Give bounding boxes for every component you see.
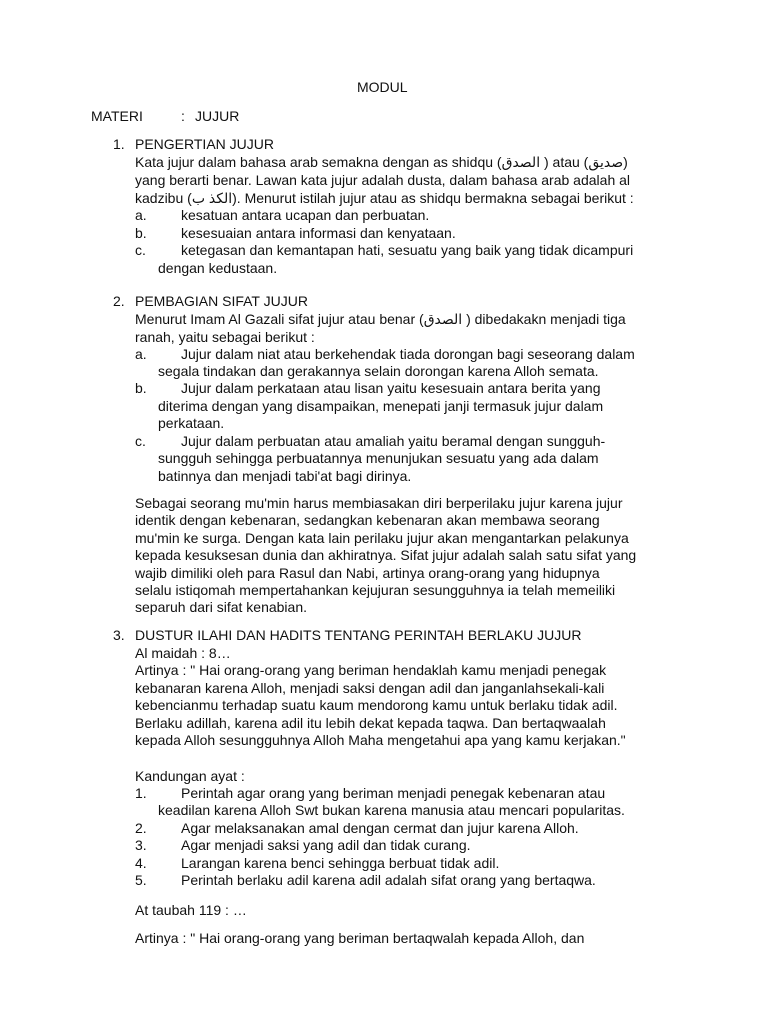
section-2-paragraph-line: kepada kesuksesan dunia dan akhiratnya. Sifat jujur adalah salah satu sifat yang [135,547,637,563]
section-1-text-line: yang berarti benar. Lawan kata jujur adalah dusta, dalam bahasa arab adalah al [135,172,631,188]
kandungan-item-5: Perintah berlaku adil karena adil adalah sifat orang yang bertaqwa. [181,872,596,888]
section-2-text-line: ranah, yaitu sebagai berikut : [135,329,315,345]
kandungan-item-1: Perintah agar orang yang beriman menjadi penegak kebenaran atau [181,785,606,801]
materi-value: JUJUR [195,108,240,124]
section-2-item-b-cont: perkataan. [158,415,225,431]
section-3-translation-line: kebencianmu terhadap suatu kaum mendorong kamu untuk berlaku tidak adil. [135,697,618,713]
section-2-item-b-cont: diterima dengan yang disampaikan, menepati janji termasuk jujur dalam [158,398,604,414]
section-1-item-c: ketegasan dan kemantapan hati, sesuatu yang baik yang tidak dicampuri [181,242,634,258]
section-2-paragraph-line: identik dengan kebenaran, sedangkan kebenaran akan membawa seorang [135,512,600,528]
section-2-paragraph-line: Sebagai seorang mu'min harus membiasakan diri berperilaku jujur karena jujur [135,495,623,511]
section-1-item-b-marker: b. [135,225,147,241]
section-2-item-a-cont: segala tindakan dan gerakannya selain dorongan karena Alloh semata. [158,363,599,379]
section-2-text-line: Menurut Imam Al Gazali sifat jujur atau benar (الصدق ) dibedakakn menjadi tiga [135,311,626,327]
section-2-item-c-cont: sungguh sehingga perbuatannya menunjukan sesuatu yang ada dalam [158,450,599,466]
section-3-reference-2: At taubah 119 : … [135,902,247,918]
section-3-heading: DUSTUR ILAHI DAN HADITS TENTANG PERINTAH BERLAKU JUJUR [135,627,582,643]
section-1-text-line: kadzibu (الكذ ب). Menurut istilah jujur atau as shidqu bermakna sebagai berikut : [135,190,634,206]
section-2-paragraph-line: mu'min ke surga. Dengan kata lain perilaku jujur akan mengantarkan pelakunya [135,530,629,546]
section-2-item-b-marker: b. [135,380,147,396]
document-title: MODUL [357,79,408,95]
materi-label: MATERI [91,108,143,124]
section-2-number: 2. [113,293,125,309]
section-1-item-b: kesesuaian antara informasi dan kenyataan. [181,225,456,241]
section-3-translation-line: kebanaran karena Alloh, menjadi saksi dengan adil dan janganlahsekali-kali [135,680,605,696]
section-1-text-line: Kata jujur dalam bahasa arab semakna dengan as shidqu (الصدق ) atau (صديق) [135,154,628,170]
materi-separator: : [181,108,185,124]
section-1-item-a: kesatuan antara ucapan dan perbuatan. [181,207,430,223]
kandungan-label: Kandungan ayat : [135,768,245,784]
kandungan-item-2: Agar melaksanakan amal dengan cermat dan jujur karena Alloh. [181,820,579,836]
section-2-item-c-cont: batinnya dan menjadi tabi'at bagi dirinya. [158,468,412,484]
section-2-heading: PEMBAGIAN SIFAT JUJUR [135,293,308,309]
kandungan-item-3-number: 3. [135,837,147,853]
section-2-item-a-marker: a. [135,346,147,362]
section-3-translation-2: Artinya : " Hai orang-orang yang beriman bertaqwalah kepada Alloh, dan [135,930,585,946]
section-3-reference: Al maidah : 8… [135,645,231,661]
kandungan-item-2-number: 2. [135,820,147,836]
section-2-item-b: Jujur dalam perkataan atau lisan yaitu kesesuain antara berita yang [181,380,601,396]
kandungan-item-1-cont: keadilan karena Alloh Swt bukan karena manusia atau mencari popularitas. [158,802,625,818]
section-2-item-c: Jujur dalam perbuatan atau amaliah yaitu beramal dengan sungguh- [181,433,606,449]
section-3-translation-line: kepada Alloh sesungguhnya Alloh Maha mengetahui apa yang kamu kerjakan." [135,732,626,748]
section-2-item-a: Jujur dalam niat atau berkehendak tiada dorongan bagi seseorang dalam [181,346,635,362]
section-1-number: 1. [113,136,125,152]
section-2-paragraph-line: wajib dimiliki oleh para Rasul dan Nabi, artinya orang-orang yang hidupnya [135,565,600,581]
kandungan-item-3: Agar menjadi saksi yang adil dan tidak curang. [181,837,471,853]
section-2-paragraph-line: separuh dari sifat kenabian. [135,599,307,615]
kandungan-item-4: Larangan karena benci sehingga berbuat tidak adil. [181,855,500,871]
kandungan-item-4-number: 4. [135,855,147,871]
section-2-item-c-marker: c. [135,433,146,449]
section-1-item-c-cont: dengan kedustaan. [158,260,278,276]
section-3-translation-line: Artinya : " Hai orang-orang yang beriman hendaklah kamu menjadi penegak [135,662,607,678]
section-3-number: 3. [113,627,125,643]
section-2-paragraph-line: selalu istiqomah mempertahankan kejujuran sesungguhnya ia telah memeiliki [135,582,616,598]
section-1-heading: PENGERTIAN JUJUR [135,136,274,152]
kandungan-item-1-number: 1. [135,785,147,801]
kandungan-item-5-number: 5. [135,872,147,888]
section-1-item-a-marker: a. [135,207,147,223]
section-1-item-c-marker: c. [135,242,146,258]
section-3-translation-line: Berlaku adillah, karena adil itu lebih dekat kepada taqwa. Dan bertaqwaalah [135,715,606,731]
